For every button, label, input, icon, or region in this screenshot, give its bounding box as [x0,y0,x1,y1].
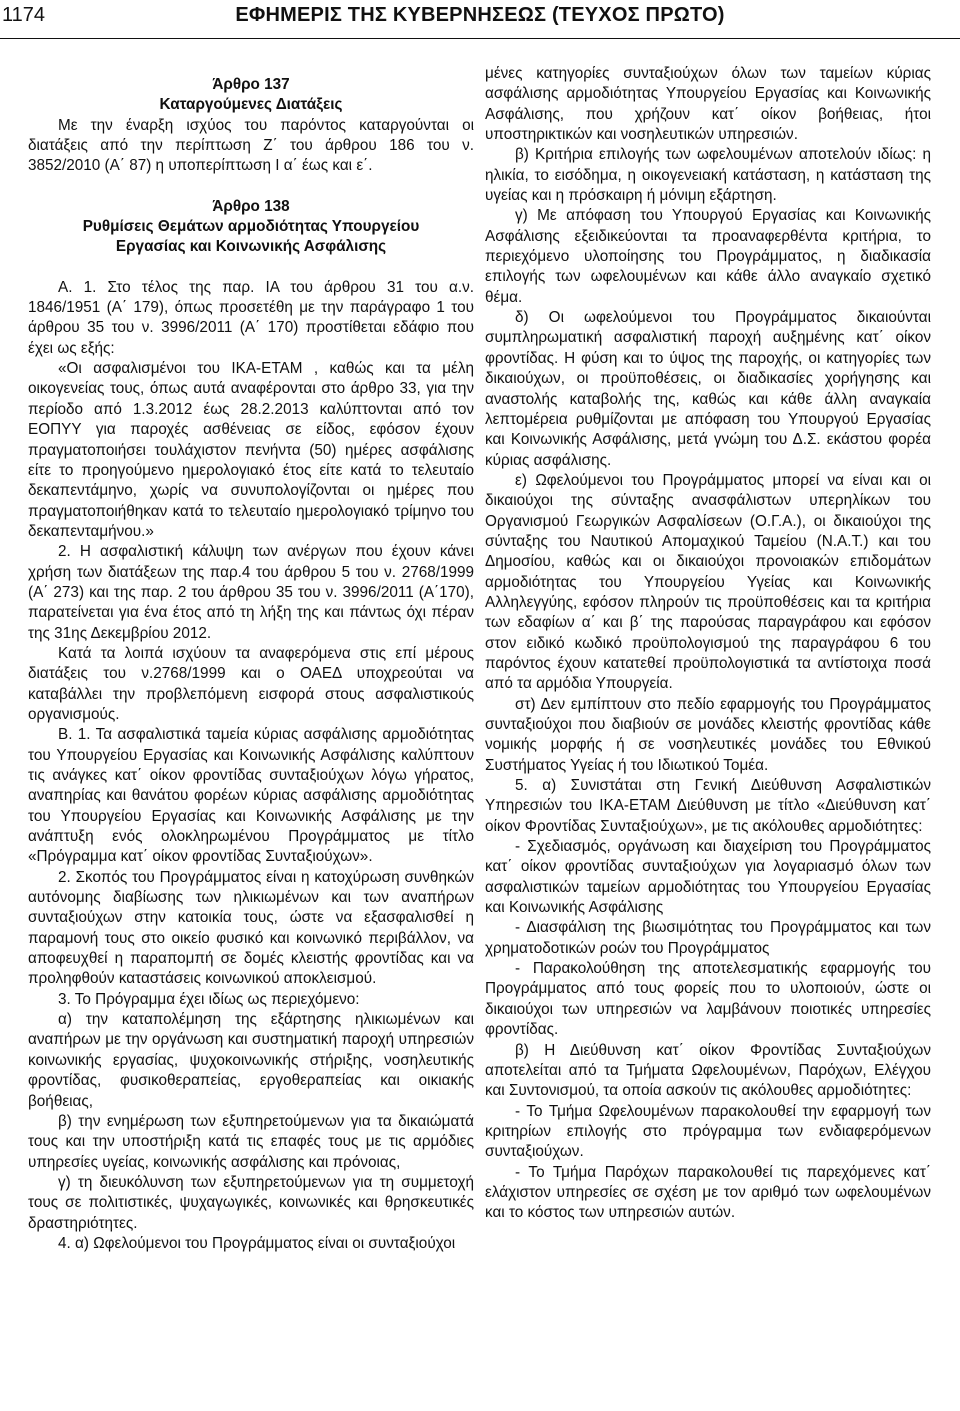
paragraph: β) την ενημέρωση των εξυπηρετούμενων για τα δικαιώματά τους και την υποστήριξη κατά τις επαφές τους με τις αρμόδιες υπηρεσίες υγείας, κοινωνικής ασφάλισης και πρόνοιας, [28,1112,474,1171]
article-137-subtitle: Καταργούμενες Διατάξεις [159,96,343,114]
paragraph: - Το Τμήμα Παρόχων παρακολουθεί τις παρεχόμενες κατ΄ ελάχιστον υπηρεσίες σε σχέση με τον αριθμό των ωφελουμένων και το κόστος των υπηρεσιών αυτών. [485,1163,931,1222]
paragraph: - Σχεδιασμός, οργάνωση και διαχείριση του Προγράμματος κατ΄ οίκον φροντίδας συνταξιούχων για λογαριασμό όλων των ασφαλιστικών ταμείων αρμοδιότητας του Υπουργείου Εργασίας και Κοινωνικής Ασφάλισης [485,838,931,917]
paragraph: β) Η Διεύθυνση κατ΄ οίκον Φροντίδας Συνταξιούχων αποτελείται από τα Τμήματα Ωφελουμένων, Παρόχων, Ελέγχου και Συντονισμού, τα οποία ασκούν τις ακόλουθες αρμοδιότητες: [485,1041,931,1100]
paragraph: 3. Το Πρόγραμμα έχει ιδίως ως περιεχόμενο: [58,990,360,1008]
paragraph: στ) Δεν εμπίπτουν στο πεδίο εφαρμογής του Προγράμματος συνταξιούχοι που διαβιούν σε μονάδες κλειστής φροντίδας κάθε νομικής μορφής ή σε νοσηλευτικές μονάδες του Εθνικού Συστήματος Υγείας ή του Ιδιωτικού Τομέα. [485,695,931,774]
paragraph: Με την έναρξη ισχύος του παρόντος καταργούνται οι διατάξεις από την περίπτωση Ζ΄ του άρθρου 186 του ν. 3852/2010 (Α΄ 87) η υποπερίπτωση Ι α΄ έως και ε΄. [28,116,474,175]
paragraph: δ) Οι ωφελούμενοι του Προγράμματος δικαιούνται συμπληρωματική ασφαλιστική παροχή αυξημένης κατ΄ οίκον φροντίδας. Η φύση και το ύψος της παροχής, οι κατηγορίες των δικαιούχων, οι προϋποθέσεις, οι διαδικασίες χορήγησης και αναστολής καταβολής της, καθώς και κάθε άλλη αναγκαία λεπτομέρεια ρυθμίζονται με απόφαση του Υπουργού Εργασίας και Κοινωνικής Ασφάλισης, μετά γνώμη του Δ.Σ. εκάστου φορέα κύριας ασφάλισης. [485,309,931,469]
paragraph: «Οι ασφαλισμένοι του ΙΚΑ-ΕΤΑΜ , καθώς και τα μέλη οικογενείας τους, όπως αυτά αναφέρονται στο άρθρο 33, για την περίοδο από 1.3.2012 έως 28.2.2013 καλύπτονται από τον ΕΟΠΥΥ για παροχές ασθένειας σε είδος, εφόσον έχουν πραγματοποιήσει τουλάχιστον πενήντα (50) ημέρες ασφάλισης είτε το προηγούμενο ημερολογιακό έτος είτε κατά το τελευταίο δεκαπεντάμηνο, χωρίς να συνυπολογίζονται οι ημέρες που πραγματοποιήθηκαν κατά το τελευταίο ημερολογιακό τρίμηνο του δεκαπενταμήνου.» [28,360,474,540]
paragraph: μένες κατηγορίες συνταξιούχων όλων των ταμείων κύριας ασφάλισης αρμοδιότητας Υπουργείου Εργασίας και Κοινωνικής Ασφάλισης, που χρήζουν κατ΄ οίκον βοήθειας, ήτοι υποστηρικτικών και νοσηλευτικών υπηρεσιών. [485,65,931,144]
article-138-title: Άρθρο 138 [212,197,290,215]
right-column [485,64,931,1224]
paragraph: - Παρακολούθηση της αποτελεσματικής εφαρμογής του Προγράμματος από τους φορείς που το υλοποιούν, ώστε οι δικαιούχοι των υπηρεσιών να λαμβάνουν ποιοτικές υπηρεσίες φροντίδας. [485,960,931,1039]
article-138-subtitle-line-1: Ρυθμίσεις Θεμάτων αρμοδιότητας Υπουργείου [82,218,420,236]
paragraph: Κατά τα λοιπά ισχύουν τα αναφερόμενα στις επί μέρους διατάξεις του ν.2768/1999 και ο ΟΑΕΔ υποχρεούται να καταβάλλει την προβλεπόμενη εισφορά στους ασφαλιστικούς οργανισμούς. [28,644,474,723]
paragraph: 2. Η ασφαλιστική κάλυψη των ανέργων που έχουν κάνει χρήση των διατάξεων της παρ.4 του άρθρου 5 του ν. 2768/1999 (Α΄ 273) και της παρ. 2 του άρθρου 35 του ν. 3996/2011 (Α΄170), παρατείνεται για ένα έτος από τη λήξη της και πάντως όχι πέραν της 31ης Δεκεμβρίου 2012. [28,543,474,642]
paragraph: - Το Τμήμα Ωφελουμένων παρακολουθεί την εφαρμογή των κριτηρίων επιλογής στο πρόγραμμα των ενδιαφερόμενων συνταξιούχων. [485,1102,931,1161]
page-header [0,0,960,39]
paragraph: 5. α) Συνιστάται στη Γενική Διεύθυνση Ασφαλιστικών Υπηρεσιών του ΙΚΑ-ΕΤΑΜ Διεύθυνση με τίτλο «Διεύθυνση κατ΄ οίκον Φροντίδας Συνταξιούχων», με τις ακόλουθες αρμοδιότητες: [485,777,931,835]
paragraph: Α. 1. Στο τέλος της παρ. ΙΑ του άρθρου 31 του α.ν. 1846/1951 (Α΄ 179), όπως προσετέθη με την παράγραφο 1 του άρθρου 35 του ν. 3996/2011 (Α΄ 170) προστίθεται εδάφιο που έχει ως εξής: [28,278,474,357]
paragraph: γ) τη διευκόλυνση των εξυπηρετούμενων για τη συμμετοχή τους σε πολιτιστικές, ψυχαγωγικές, κοινωνικές και θρησκευτικές δραστηριότητες. [28,1173,474,1232]
paragraph: Β. 1. Τα ασφαλιστικά ταμεία κύριας ασφάλισης αρμοδιότητας του Υπουργείου Εργασίας και Κοινωνικής Ασφάλισης καλύπτουν τις ανάγκες κατ΄ οίκον φροντίδας συνταξιούχων λόγω γήρατος, αναπηρίας και θανάτου φορέων κύριας ασφάλισης αρμοδιότητας του Υπουργείου Εργασίας και Κοινωνικής Ασφάλισης με την ανάπτυξη ενός ολοκληρωμένου Προγράμματος με τίτλο «Πρόγραμμα κατ΄ οίκον φροντίδας Συνταξιούχων». [28,726,474,866]
paragraph: ε) Ωφελούμενοι του Προγράμματος μπορεί να είναι και οι δικαιούχοι της σύνταξης ανασφάλιστων υπερηλίκων του Οργανισμού Γεωργικών Ασφαλίσεων (Ο.Γ.Α.), οι δικαιούχοι της σύνταξης του Ναυτικού Απομαχικού Ταμείου (Ν.Α.Τ.) και του Δημοσίου, καθώς και οι δικαιούχοι προνοιακών επιδομάτων αρμοδιότητας του Υπουργείου Υγείας και Κοινωνικής Αλληλεγγύης, εφόσον πληρούν τις προϋποθέσεις και τα κριτήρια των εδαφίων α΄ και β΄ της παρούσας παραγράφου και εφόσον στον ειδικό κωδικό προϋπολογισμού της παραγράφου 6 του παρόντος έχουν κατατεθεί προϋπολογιστικά τα αντίστοιχα ποσά από τα αρμόδια Υπουργεία. [485,471,931,693]
paragraph: 2. Σκοπός του Προγράμματος είναι η κατοχύρωση συνθηκών αυτόνομης διαβίωσης των ηλικιωμένων και των αναπήρων συνταξιούχων στην κατοικία τους, ώστε να εξασφαλισθεί η παραμονή τους στο οικείο φυσικό και κοινωνικό περιβάλλον, να αποφευχθεί η παραπομπή σε δομές κλειστής φροντίδας και να προληφθούν καταστάσεις κοινωνικού αποκλεισμού. [28,868,474,988]
paragraph: β) Κριτήρια επιλογής των ωφελουμένων αποτελούν ιδίως: η ηλικία, το εισόδημα, η οικογενειακή κατάσταση, η κατάσταση της υγείας και η πρόσκαιρη ή μόνιμη εξάρτηση. [485,146,931,205]
paragraph: α) την καταπολέμηση της εξάρτησης ηλικιωμένων και αναπήρων με την οργάνωση και συστηματική παροχή υπηρεσιών κοινωνικής εργασίας, ψυχοκοινωνικής στήριξης, νοσηλευτικής φροντίδας, φυσικοθεραπείας, εργοθεραπείας και οικιακής βοήθειας, [28,1011,474,1110]
paragraph: γ) Με απόφαση του Υπουργού Εργασίας και Κοινωνικής Ασφάλισης εξειδικεύονται τα προαναφερθέντα κριτήρια, το περιεχόμενο υλοποίησης του Προγράμματος, η διαδικασία επιλογής των ωφελουμένων και κάθε άλλο αναγκαίο σχετικό θέμα. [485,207,931,306]
paragraph: 4. α) Ωφελούμενοι του Προγράμματος είναι οι συνταξιούχοι [58,1234,456,1252]
article-137-title: Άρθρο 137 [212,76,290,93]
paragraph: - Διασφάλιση της βιωσιμότητας του Προγράμματος και των χρηματοδοτικών ροών του Προγράμματος [485,919,931,957]
left-column [28,64,474,1254]
page-number: 1174 [2,4,46,26]
article-138-subtitle-line-2: Εργασίας και Κοινωνικής Ασφάλισης [115,238,387,256]
running-title: ΕΦΗΜΕΡΙΣ ΤΗΣ ΚΥΒΕΡΝΗΣΕΩΣ (ΤΕΥΧΟΣ ΠΡΩΤΟ) [235,4,725,26]
